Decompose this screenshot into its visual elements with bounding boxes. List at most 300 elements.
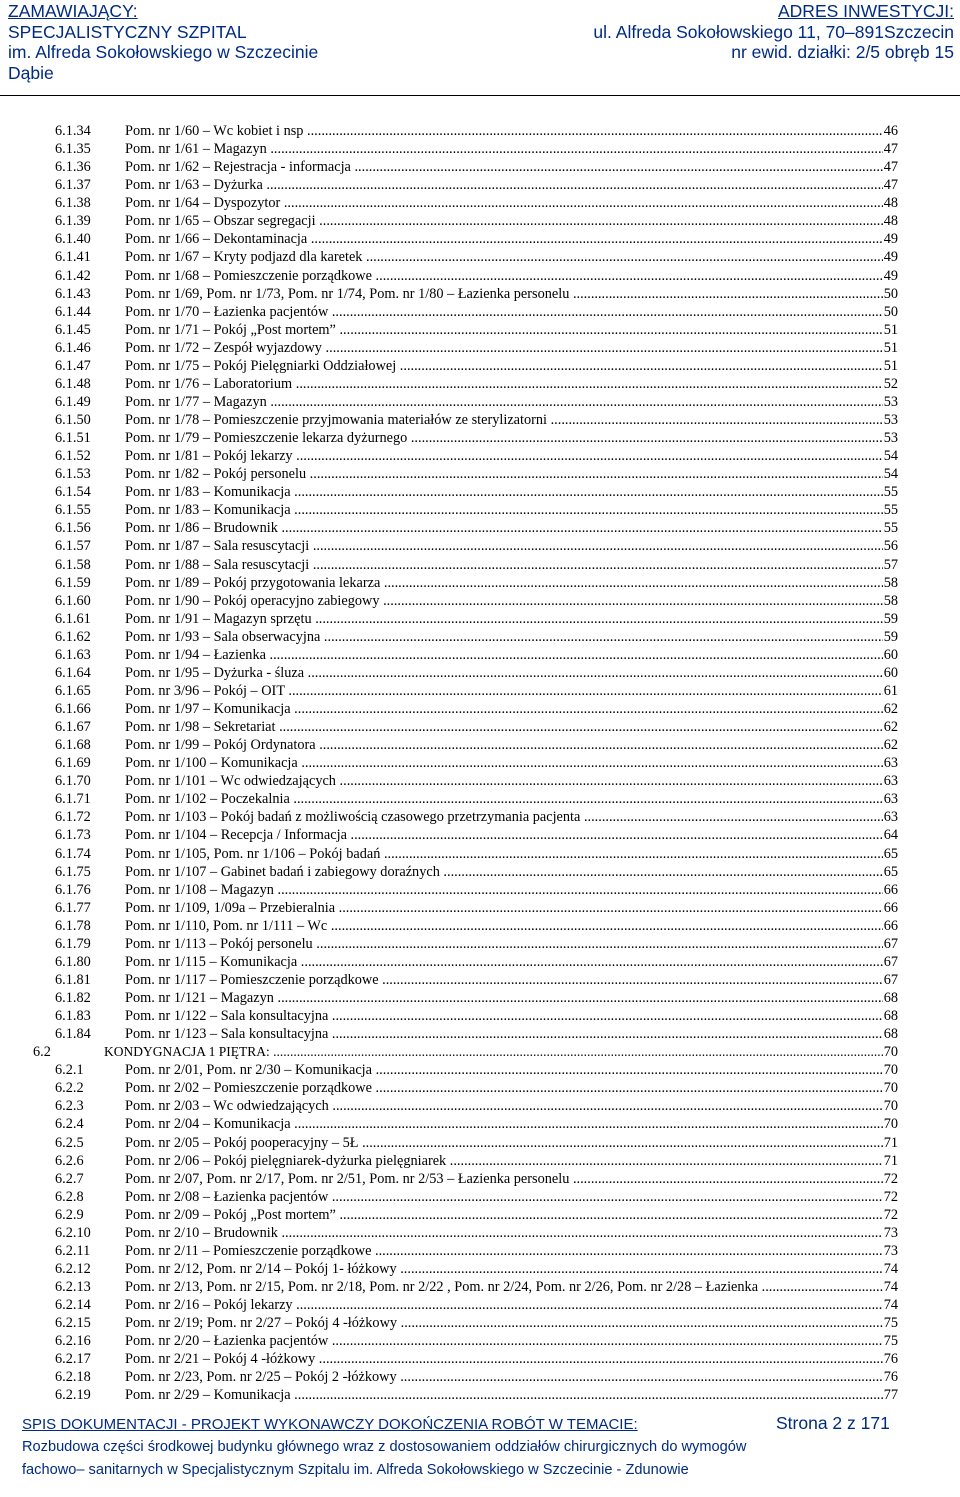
toc-entry[interactable] xyxy=(0,375,960,393)
toc-entry[interactable] xyxy=(0,881,960,899)
toc-entry-number: 6.2.13 xyxy=(55,1279,91,1295)
toc-entry-page: 62 xyxy=(883,701,898,717)
toc-entry[interactable] xyxy=(0,1314,960,1332)
toc-entry-page: 63 xyxy=(883,755,898,772)
toc-entry[interactable] xyxy=(0,899,960,917)
toc-entry-title: Pom. nr 1/77 – Magazyn ..... xyxy=(125,393,896,411)
toc-entry-title: Pom. nr 1/110, Pom. nr 1/111 – Wc ..... xyxy=(125,917,896,935)
toc-entry[interactable] xyxy=(0,519,960,537)
toc-entry[interactable] xyxy=(0,989,960,1007)
toc-entry-page: 72 xyxy=(883,1188,898,1205)
toc-entry[interactable] xyxy=(0,465,960,483)
toc-entry-title: Pom. nr 1/105, Pom. nr 1/106 – Pokój badań ..... xyxy=(125,845,896,863)
toc-entry-page: 73 xyxy=(883,1242,898,1259)
toc-entry-title: Pom. nr 2/13, Pom. nr 2/15, Pom. nr 2/18, Pom. nr 2/22 , Pom. nr 2/24, Pom. nr 2/26, Pom. nr 2/28 – Łazienka ..... xyxy=(125,1278,896,1296)
toc-entry[interactable] xyxy=(0,1152,960,1170)
toc-entry-title: Pom. nr 1/61 – Magazyn ..... xyxy=(125,140,896,158)
toc-entry[interactable] xyxy=(0,664,960,682)
toc-entry-page: 46 xyxy=(883,123,898,139)
toc-entry-page: 67 xyxy=(883,953,898,970)
toc-entry-number: 6.1.59 xyxy=(55,574,91,591)
toc-entry-page: 54 xyxy=(883,466,898,483)
toc-entry-page: 47 xyxy=(883,177,898,194)
toc-entry-number: 6.1.82 xyxy=(55,990,91,1006)
toc-entry-page: 59 xyxy=(883,628,898,645)
toc-entry-title: Pom. nr 2/20 – Łazienka pacjentów ..... xyxy=(125,1332,896,1350)
toc-entry[interactable] xyxy=(0,1170,960,1188)
toc-entry-page: 74 xyxy=(883,1260,898,1277)
toc-entry-number: 6.1.83 xyxy=(55,1008,91,1025)
toc-entry-number: 6.1.71 xyxy=(55,791,91,808)
toc-entry-number: 6.1.72 xyxy=(55,809,91,826)
toc-entry[interactable] xyxy=(0,1278,960,1296)
toc-entry-number: 6.1.66 xyxy=(55,701,91,717)
address-label: ADRES INWESTYCJI: xyxy=(778,1,954,21)
toc-entry[interactable] xyxy=(0,212,960,230)
toc-entry-title: Pom. nr 1/83 – Komunikacja ..... xyxy=(125,501,896,519)
toc-entry-title: Pom. nr 2/02 – Pomieszczenie porządkowe ..... xyxy=(125,1079,896,1097)
toc-entry-page: 77 xyxy=(883,1387,898,1404)
toc-entry-number: 6.1.61 xyxy=(55,610,91,627)
toc-entry-number: 6.2.16 xyxy=(55,1333,91,1350)
toc-entry[interactable] xyxy=(0,935,960,953)
toc-entry-title: Pom. nr 2/21 – Pokój 4 -łóżkowy ..... xyxy=(125,1350,896,1368)
toc-entry-number: 6.2.12 xyxy=(55,1260,91,1277)
footer-description: Rozbudowa części środkowej budynku głównego wraz z dostosowaniem oddziałów chirurgicznych do wymogów fachowo– sanitarnych w Specjalistycznym Szpitalu im. Alfreda Sokołowskiego w Szczecinie - Zdunowie xyxy=(22,1439,747,1478)
toc-entry-title: Pom. nr 1/76 – Laboratorium ..... xyxy=(125,375,896,393)
toc-entry-page: 66 xyxy=(883,917,898,934)
toc-entry[interactable] xyxy=(0,501,960,519)
toc-entry-number: 6.1.35 xyxy=(55,141,91,158)
toc-entry[interactable] xyxy=(0,158,960,176)
toc-entry-number: 6.2.18 xyxy=(55,1369,91,1386)
toc-entry-page: 70 xyxy=(883,1116,898,1133)
toc-entry-page: 58 xyxy=(883,574,898,591)
toc-entry-page: 67 xyxy=(883,935,898,952)
toc-entry-number: 6.1.53 xyxy=(55,466,91,483)
toc-entry[interactable] xyxy=(0,1260,960,1278)
toc-entry-page: 68 xyxy=(883,1026,898,1043)
toc-entry-number: 6.1.60 xyxy=(55,592,91,609)
toc-entry-title: Pom. nr 1/60 – Wc kobiet i nsp ..... xyxy=(125,122,896,140)
address-street: ul. Alfreda Sokołowskiego 11, 70–891Szczecin xyxy=(593,21,954,42)
toc-entry-number: 6.1.51 xyxy=(55,430,91,447)
toc-entry[interactable] xyxy=(0,1386,960,1404)
toc-entry[interactable] xyxy=(0,736,960,754)
toc-entry-page: 51 xyxy=(883,339,898,356)
toc-entry-page: 47 xyxy=(883,159,898,176)
toc-entry-page: 71 xyxy=(883,1134,898,1151)
toc-entry-title: Pom. nr 1/103 – Pokój badań z możliwością czasowego przetrzymania pacjenta ..... xyxy=(125,808,896,826)
toc-entry[interactable] xyxy=(0,1079,960,1097)
toc-entry-page: 51 xyxy=(883,321,898,338)
toc-entry-title: Pom. nr 2/06 – Pokój pielęgniarek-dyżurka pielęgniarek ..... xyxy=(125,1152,896,1170)
toc-entry-page: 60 xyxy=(883,646,898,663)
toc-entry-number: 6.2.19 xyxy=(55,1387,91,1404)
toc-entry-page: 66 xyxy=(883,881,898,898)
toc-entry-title: Pom. nr 1/109, 1/09a – Przebieralnia ..... xyxy=(125,899,896,917)
toc-entry-number: 6.2.7 xyxy=(55,1170,84,1187)
toc-entry[interactable] xyxy=(0,628,960,646)
toc-entry-number: 6.1.56 xyxy=(55,520,91,537)
toc-entry-page: 49 xyxy=(883,231,898,248)
toc-entry-number: 6.1.68 xyxy=(55,737,91,754)
toc-entry[interactable] xyxy=(0,1097,960,1115)
toc-entry-number: 6.2.4 xyxy=(55,1116,84,1133)
toc-entry-title: Pom. nr 2/23, Pom. nr 2/25 – Pokój 2 -łóżkowy ..... xyxy=(125,1368,896,1386)
toc-entry[interactable] xyxy=(0,917,960,935)
toc-entry-title: Pom. nr 2/19; Pom. nr 2/27 – Pokój 4 -łóżkowy ..... xyxy=(125,1314,896,1332)
toc-entry-number: 6.1.78 xyxy=(55,917,91,934)
toc-entry-title: Pom. nr 1/88 – Sala resuscytacji ..... xyxy=(125,556,896,574)
toc-entry-page: 55 xyxy=(883,502,898,519)
toc-entry-page: 72 xyxy=(883,1206,898,1223)
toc-entry-title: Pom. nr 1/62 – Rejestracja - informacja ..... xyxy=(125,158,896,176)
toc-entry-number: 6.1.54 xyxy=(55,484,91,501)
toc-entry-page: 53 xyxy=(883,393,898,410)
client-label: ZAMAWIAJĄCY: xyxy=(8,1,138,21)
toc-entry-title: Pom. nr 1/83 – Komunikacja ..... xyxy=(125,483,896,501)
toc-entry-title: Pom. nr 2/16 – Pokój lekarzy ..... xyxy=(125,1296,896,1314)
toc-entry-number: 6.1.65 xyxy=(55,682,91,699)
toc-entry-page: 71 xyxy=(883,1152,898,1169)
toc-entry-title: Pom. nr 2/12, Pom. nr 2/14 – Pokój 1- łóżkowy ..... xyxy=(125,1260,896,1278)
toc-entry-number: 6.1.45 xyxy=(55,321,91,338)
toc-entry-title: Pom. nr 1/67 – Kryty podjazd dla karetek ..... xyxy=(125,248,896,266)
toc-entry[interactable] xyxy=(0,1350,960,1368)
toc-entry-title: Pom. nr 1/87 – Sala resuscytacji ..... xyxy=(125,537,896,555)
toc-entry-page: 58 xyxy=(883,592,898,609)
toc-entry-page: 62 xyxy=(883,737,898,754)
header-divider xyxy=(0,95,960,96)
toc-entry[interactable] xyxy=(0,393,960,411)
investment-address xyxy=(593,1,954,63)
toc-entry-title: Pom. nr 1/75 – Pokój Pielęgniarki Oddziałowej ..... xyxy=(125,357,896,375)
toc-entry[interactable] xyxy=(0,718,960,736)
toc-entry-page: 62 xyxy=(883,719,898,736)
toc-entry-page: 55 xyxy=(883,520,898,537)
toc-entry-number: 6.2.11 xyxy=(55,1242,91,1259)
toc-entry-number: 6.1.80 xyxy=(55,953,91,970)
toc-entry-number: 6.2.9 xyxy=(55,1206,84,1223)
toc-entry[interactable] xyxy=(0,230,960,248)
toc-entry[interactable] xyxy=(0,285,960,303)
toc-entry-page: 57 xyxy=(883,556,898,573)
toc-entry[interactable] xyxy=(0,1025,960,1043)
toc-entry[interactable] xyxy=(0,863,960,881)
toc-entry-number: 6.1.70 xyxy=(55,773,91,790)
toc-entry-number: 6.1.84 xyxy=(55,1026,91,1043)
client-name-line3: Dąbie xyxy=(8,62,54,83)
toc-entry-page: 60 xyxy=(883,664,898,681)
toc-entry[interactable] xyxy=(0,1206,960,1224)
toc-entry[interactable] xyxy=(0,429,960,447)
toc-entry[interactable] xyxy=(0,556,960,574)
toc-entry-title: Pom. nr 1/121 – Magazyn ..... xyxy=(125,989,896,1007)
toc-entry-title: KONDYGNACJA 1 PIĘTRA: ..... xyxy=(104,1043,896,1061)
toc-entry[interactable] xyxy=(0,1368,960,1386)
toc-entry-title: Pom. nr 1/104 – Recepcja / Informacja ..... xyxy=(125,826,896,844)
toc-entry-title: Pom. nr 2/05 – Pokój pooperacyjny – 5Ł ..... xyxy=(125,1134,896,1152)
toc-entry[interactable] xyxy=(0,357,960,375)
toc-entry-number: 6.1.73 xyxy=(55,827,91,844)
toc-entry[interactable] xyxy=(0,1115,960,1133)
toc-entry-number: 6.2.14 xyxy=(55,1297,91,1314)
toc-entry-number: 6.1.64 xyxy=(55,664,91,681)
toc-entry-title: Pom. nr 1/65 – Obszar segregacji ..... xyxy=(125,212,896,230)
parcel-number: nr ewid. działki: 2/5 obręb 15 xyxy=(731,42,954,62)
toc-entry-title: Pom. nr 2/04 – Komunikacja ..... xyxy=(125,1115,896,1133)
toc-entry-title: Pom. nr 1/123 – Sala konsultacyjna ..... xyxy=(125,1025,896,1043)
toc-entry-number: 6.2.8 xyxy=(55,1188,84,1205)
client-info xyxy=(8,1,318,83)
toc-entry[interactable] xyxy=(0,790,960,808)
toc-entry[interactable] xyxy=(0,1296,960,1314)
toc-entry-title: Pom. nr 2/07, Pom. nr 2/17, Pom. nr 2/51, Pom. nr 2/53 – Łazienka personelu ..... xyxy=(125,1170,896,1188)
toc-entry[interactable] xyxy=(0,303,960,321)
toc-entry[interactable] xyxy=(0,700,960,718)
toc-entry[interactable] xyxy=(0,1332,960,1350)
toc-entry[interactable] xyxy=(0,1134,960,1152)
toc-entry-title: Pom. nr 1/94 – Łazienka ..... xyxy=(125,646,896,664)
toc-entry-page: 55 xyxy=(883,484,898,501)
toc-entry-page: 52 xyxy=(883,375,898,392)
toc-entry[interactable] xyxy=(0,194,960,212)
toc-entry-page: 76 xyxy=(883,1369,898,1386)
toc-entry-number: 6.2.2 xyxy=(55,1080,84,1097)
client-name: SPECJALISTYCZNY SZPITAL xyxy=(8,21,247,42)
toc-entry-page: 70 xyxy=(883,1062,898,1079)
toc-entry-number: 6.2.6 xyxy=(55,1152,84,1169)
toc-entry-number: 6.2 xyxy=(33,1044,51,1061)
toc-entry[interactable] xyxy=(0,176,960,194)
toc-entry-title: Pom. nr 1/113 – Pokój personelu ..... xyxy=(125,935,896,953)
toc-entry-title: Pom. nr 1/71 – Pokój „Post mortem” ..... xyxy=(125,321,896,339)
client-name-line2: im. Alfreda Sokołowskiego w Szczecinie xyxy=(8,42,319,62)
toc-entry-title: Pom. nr 1/98 – Sekretariat ..... xyxy=(125,718,896,736)
toc-entry-title: Pom. nr 1/82 – Pokój personelu ..... xyxy=(125,465,896,483)
toc-entry[interactable] xyxy=(0,447,960,465)
toc-entry-title: Pom. nr 1/70 – Łazienka pacjentów ..... xyxy=(125,303,896,321)
toc-entry-number: 6.1.34 xyxy=(55,123,91,139)
toc-entry-number: 6.1.77 xyxy=(55,899,91,916)
toc-entry-title: Pom. nr 1/78 – Pomieszczenie przyjmowania materiałów ze sterylizatorni ..... xyxy=(125,411,896,429)
toc-entry-number: 6.1.58 xyxy=(55,556,91,573)
toc-entry-title: Pom. nr 1/93 – Sala obserwacyjna ..... xyxy=(125,628,896,646)
toc-entry-number: 6.2.17 xyxy=(55,1351,91,1368)
toc-entry-number: 6.1.49 xyxy=(55,393,91,410)
toc-entry[interactable] xyxy=(0,971,960,989)
toc-entry-page: 64 xyxy=(883,827,898,844)
toc-entry[interactable] xyxy=(0,140,960,158)
toc-entry-title: Pom. nr 1/107 – Gabinet badań i zabiegowy doraźnych ..... xyxy=(125,863,896,881)
toc-entry-page: 65 xyxy=(883,845,898,862)
toc-entry-page: 74 xyxy=(883,1297,898,1314)
toc-entry[interactable] xyxy=(0,321,960,339)
toc-entry-title: Pom. nr 1/66 – Dekontaminacja ..... xyxy=(125,230,896,248)
toc-entry-number: 6.2.3 xyxy=(55,1098,84,1115)
toc-entry-page: 75 xyxy=(883,1315,898,1332)
toc-entry-page: 70 xyxy=(883,1098,898,1115)
toc-entry-title: Pom. nr 1/64 – Dyspozytor ..... xyxy=(125,194,896,212)
toc-entry[interactable] xyxy=(0,1061,960,1079)
toc-entry[interactable] xyxy=(0,411,960,429)
toc-entry-page: 61 xyxy=(883,682,898,699)
toc-entry-number: 6.1.55 xyxy=(55,502,91,519)
toc-entry-title: Pom. nr 1/90 – Pokój operacyjno zabiegowy ..... xyxy=(125,592,896,610)
toc-entry-page: 48 xyxy=(883,195,898,212)
toc-entry[interactable] xyxy=(0,845,960,863)
toc-entry-number: 6.1.38 xyxy=(55,195,91,212)
toc-entry[interactable] xyxy=(0,826,960,844)
toc-entry[interactable] xyxy=(0,682,960,700)
toc-entry[interactable] xyxy=(0,646,960,664)
toc-entry-number: 6.1.67 xyxy=(55,719,91,736)
toc-entry-title: Pom. nr 1/115 – Komunikacja ..... xyxy=(125,953,896,971)
toc-entry-title: Pom. nr 1/86 – Brudownik ..... xyxy=(125,519,896,537)
toc-entry-number: 6.1.79 xyxy=(55,935,91,952)
toc-entry-number: 6.1.48 xyxy=(55,375,91,392)
page-header xyxy=(0,0,960,96)
toc-entry[interactable] xyxy=(0,772,960,790)
toc-entry-title: Pom. nr 1/91 – Magazyn sprzętu ..... xyxy=(125,610,896,628)
toc-entry-number: 6.1.43 xyxy=(55,285,91,302)
toc-section-heading[interactable] xyxy=(0,1043,960,1061)
toc-entry[interactable] xyxy=(0,1188,960,1206)
toc-entry[interactable] xyxy=(0,953,960,971)
toc-entry-page: 54 xyxy=(883,448,898,465)
toc-entry-title: Pom. nr 1/89 – Pokój przygotowania lekarza ..... xyxy=(125,574,896,592)
toc-entry-number: 6.1.69 xyxy=(55,755,91,772)
toc-entry[interactable] xyxy=(0,592,960,610)
toc-entry-number: 6.1.81 xyxy=(55,971,91,988)
toc-entry[interactable] xyxy=(0,808,960,826)
toc-entry-number: 6.2.5 xyxy=(55,1134,84,1151)
toc-entry-page: 76 xyxy=(883,1351,898,1368)
toc-entry[interactable] xyxy=(0,483,960,501)
toc-entry-title: Pom. nr 1/117 – Pomieszczenie porządkowe ..... xyxy=(125,971,896,989)
toc-entry[interactable] xyxy=(0,754,960,772)
toc-entry-page: 68 xyxy=(883,1008,898,1025)
toc-entry[interactable] xyxy=(0,339,960,357)
toc-entry[interactable] xyxy=(0,537,960,555)
toc-entry-page: 53 xyxy=(883,412,898,428)
toc-entry-title: Pom. nr 1/97 – Komunikacja ..... xyxy=(125,700,896,718)
toc-entry-number: 6.1.39 xyxy=(55,213,91,230)
toc-entry-title: Pom. nr 2/10 – Brudownik ..... xyxy=(125,1224,896,1242)
toc-entry-title: Pom. nr 1/100 – Komunikacja ..... xyxy=(125,754,896,772)
toc-entry-number: 6.2.1 xyxy=(55,1062,84,1079)
toc-entry-number: 6.1.44 xyxy=(55,303,91,320)
toc-entry-page: 47 xyxy=(883,141,898,158)
toc-entry-number: 6.1.62 xyxy=(55,628,91,645)
toc-entry-title: Pom. nr 1/79 – Pomieszczenie lekarza dyżurnego ..... xyxy=(125,429,896,447)
toc-entry-title: Pom. nr 2/11 – Pomieszczenie porządkowe ..... xyxy=(125,1242,896,1260)
toc-entry-page: 75 xyxy=(883,1333,898,1350)
toc-entry-page: 51 xyxy=(883,357,898,374)
toc-entry-title: Pom. nr 2/08 – Łazienka pacjentów ..... xyxy=(125,1188,896,1206)
toc-entry-number: 6.1.41 xyxy=(55,249,91,266)
page-footer xyxy=(0,1412,960,1497)
toc-entry-title: Pom. nr 2/01, Pom. nr 2/30 – Komunikacja ..... xyxy=(125,1061,896,1079)
toc-entry-title: Pom. nr 2/09 – Pokój „Post mortem” ..... xyxy=(125,1206,896,1224)
toc-entry-page: 50 xyxy=(883,285,898,302)
toc-entry-number: 6.1.74 xyxy=(55,845,91,862)
toc-entry-title: Pom. nr 1/69, Pom. nr 1/73, Pom. nr 1/74, Pom. nr 1/80 – Łazienka personelu ..... xyxy=(125,285,896,303)
toc-entry-number: 6.1.36 xyxy=(55,159,91,176)
toc-entry-page: 70 xyxy=(883,1080,898,1097)
toc-entry-page: 68 xyxy=(883,990,898,1006)
toc-entry-page: 63 xyxy=(883,809,898,826)
toc-entry-number: 6.1.63 xyxy=(55,646,91,663)
page-number: Strona 2 z 171 xyxy=(776,1413,890,1433)
toc-entry-number: 6.1.50 xyxy=(55,412,91,428)
toc-entry-number: 6.1.47 xyxy=(55,357,91,374)
toc-entry-number: 6.1.57 xyxy=(55,538,91,555)
toc-entry-page: 53 xyxy=(883,430,898,447)
table-of-contents xyxy=(0,122,960,1404)
toc-entry[interactable] xyxy=(0,1007,960,1025)
toc-entry-title: Pom. nr 2/29 – Komunikacja ..... xyxy=(125,1386,896,1404)
toc-entry-page: 70 xyxy=(883,1044,898,1061)
toc-entry-number: 6.1.52 xyxy=(55,448,91,465)
toc-entry[interactable] xyxy=(0,248,960,266)
toc-entry-page: 73 xyxy=(883,1224,898,1241)
toc-entry-number: 6.1.46 xyxy=(55,339,91,356)
toc-entry-number: 6.1.76 xyxy=(55,881,91,898)
toc-entry-number: 6.1.42 xyxy=(55,267,91,284)
toc-entry-title: Pom. nr 1/108 – Magazyn ..... xyxy=(125,881,896,899)
toc-entry-number: 6.1.75 xyxy=(55,863,91,880)
toc-entry-title: Pom. nr 3/96 – Pokój – OIT ..... xyxy=(125,682,896,700)
toc-entry-title: Pom. nr 1/95 – Dyżurka - śluza ..... xyxy=(125,664,896,682)
toc-entry-page: 66 xyxy=(883,899,898,916)
toc-entry-number: 6.1.37 xyxy=(55,177,91,194)
toc-entry-page: 59 xyxy=(883,610,898,627)
toc-entry-title: Pom. nr 1/68 – Pomieszczenie porządkowe ..... xyxy=(125,267,896,285)
toc-entry[interactable] xyxy=(0,1224,960,1242)
toc-entry-page: 67 xyxy=(883,971,898,988)
toc-entry-page: 63 xyxy=(883,791,898,808)
toc-entry[interactable] xyxy=(0,267,960,285)
toc-entry-title: Pom. nr 1/99 – Pokój Ordynatora ..... xyxy=(125,736,896,754)
toc-entry-page: 56 xyxy=(883,538,898,555)
toc-entry-title: Pom. nr 1/101 – Wc odwiedzających ..... xyxy=(125,772,896,790)
toc-entry-number: 6.1.40 xyxy=(55,231,91,248)
footer-title: SPIS DOKUMENTACJI - PROJEKT WYKONAWCZY DOKOŃCZENIA ROBÓT W TEMACIE: xyxy=(22,1416,638,1433)
toc-entry-title: Pom. nr 1/63 – Dyżurka ..... xyxy=(125,176,896,194)
toc-entry[interactable] xyxy=(0,1242,960,1260)
toc-entry-title: Pom. nr 2/03 – Wc odwiedzających ..... xyxy=(125,1097,896,1115)
toc-entry-page: 48 xyxy=(883,213,898,230)
toc-entry-title: Pom. nr 1/122 – Sala konsultacyjna ..... xyxy=(125,1007,896,1025)
toc-entry-title: Pom. nr 1/72 – Zespół wyjazdowy ..... xyxy=(125,339,896,357)
toc-entry-title: Pom. nr 1/102 – Poczekalnia ..... xyxy=(125,790,896,808)
toc-entry-page: 50 xyxy=(883,303,898,320)
toc-entry[interactable] xyxy=(0,574,960,592)
toc-entry-page: 74 xyxy=(883,1279,898,1295)
toc-entry[interactable] xyxy=(0,610,960,628)
toc-entry-title: Pom. nr 1/81 – Pokój lekarzy ..... xyxy=(125,447,896,465)
toc-entry-number: 6.2.10 xyxy=(55,1224,91,1241)
toc-entry-page: 72 xyxy=(883,1170,898,1187)
toc-entry-page: 49 xyxy=(883,249,898,266)
toc-entry-page: 63 xyxy=(883,773,898,790)
toc-entry-page: 49 xyxy=(883,267,898,284)
toc-entry-page: 65 xyxy=(883,863,898,880)
toc-entry-number: 6.2.15 xyxy=(55,1315,91,1332)
toc-entry[interactable] xyxy=(0,122,960,140)
